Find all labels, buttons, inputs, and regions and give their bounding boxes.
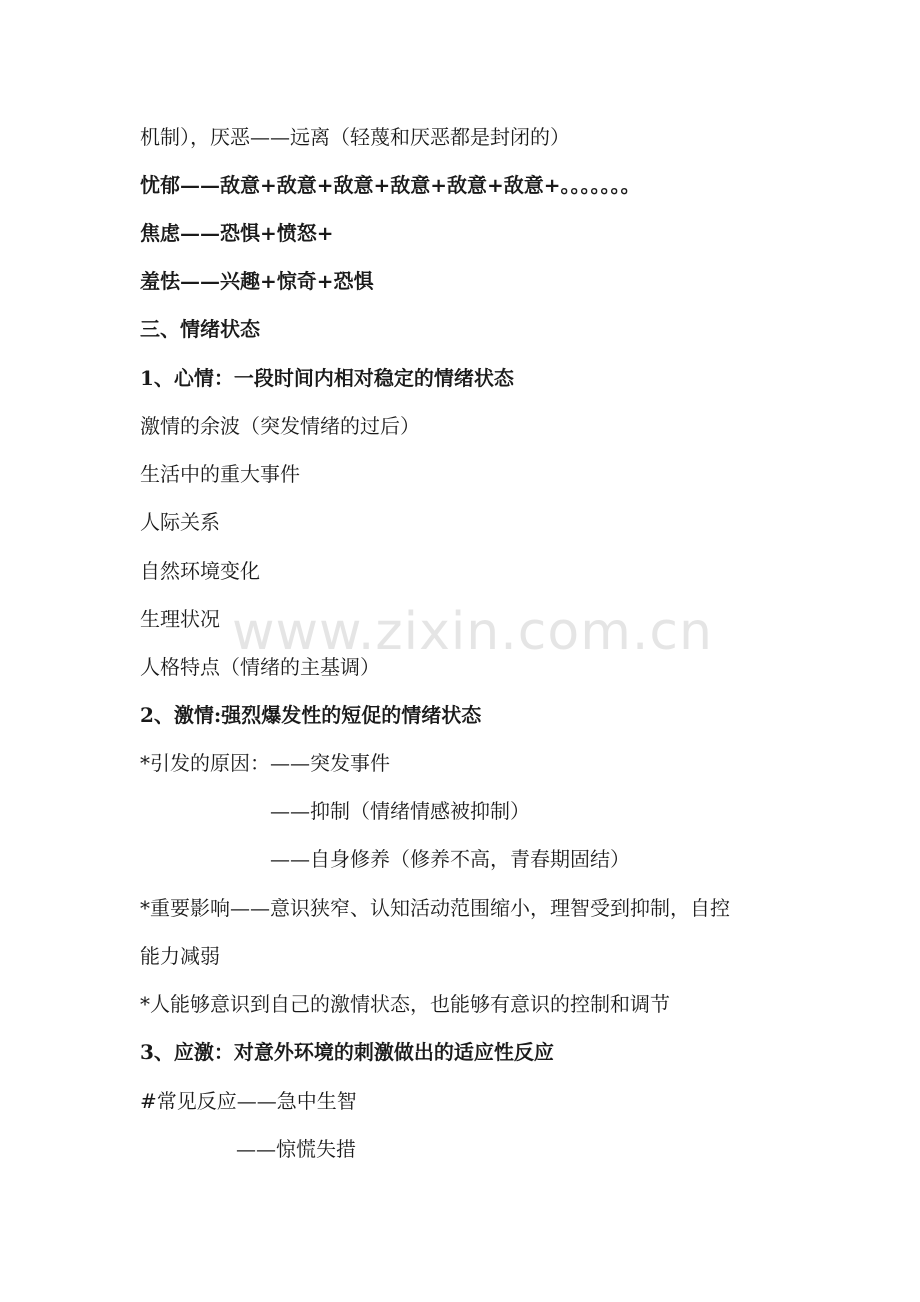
text-line: *引发的原因：——突发事件 <box>140 751 390 775</box>
text-line: ——惊慌失措 <box>236 1137 356 1161</box>
text-line: *重要影响——意识狭窄、认知活动范围缩小，理智受到抑制，自控 <box>140 896 730 920</box>
subsection-heading: 1、心情：一段时间内相对稳定的情绪状态 <box>140 366 514 390</box>
text-line: 机制），厌恶——远离（轻蔑和厌恶都是封闭的） <box>140 125 570 149</box>
text-line: #常见反应——急中生智 <box>140 1089 357 1113</box>
heading-line: 羞怯——兴趣+惊奇+恐惧 <box>140 269 374 293</box>
heading-line: 焦虑——恐惧+愤怒+ <box>140 221 334 245</box>
text-line: 人格特点（情绪的主基调） <box>140 655 380 679</box>
text-line: 激情的余波（突发情绪的过后） <box>140 414 420 438</box>
text-line: 能力减弱 <box>140 944 220 968</box>
text-line: 自然环境变化 <box>140 559 260 583</box>
text-line: 生活中的重大事件 <box>140 462 300 486</box>
text-line: *人能够意识到自己的激情状态，也能够有意识的控制和调节 <box>140 992 670 1016</box>
text-line: ——抑制（情绪情感被抑制） <box>270 799 530 823</box>
text-line: 生理状况 <box>140 607 220 631</box>
text-line: ——自身修养（修养不高，青春期固结） <box>270 847 630 871</box>
section-heading: 三、情绪状态 <box>140 317 260 341</box>
subsection-heading: 2、激情:强烈爆发性的短促的情绪状态 <box>140 703 482 727</box>
subsection-heading: 3、应激：对意外环境的刺激做出的适应性反应 <box>140 1040 554 1064</box>
heading-line: 忧郁——敌意+敌意+敌意+敌意+敌意+敌意+。。。。。。。 <box>140 173 641 197</box>
text-line: 人际关系 <box>140 510 220 534</box>
watermark: www.zixin.com.cn <box>232 602 713 662</box>
